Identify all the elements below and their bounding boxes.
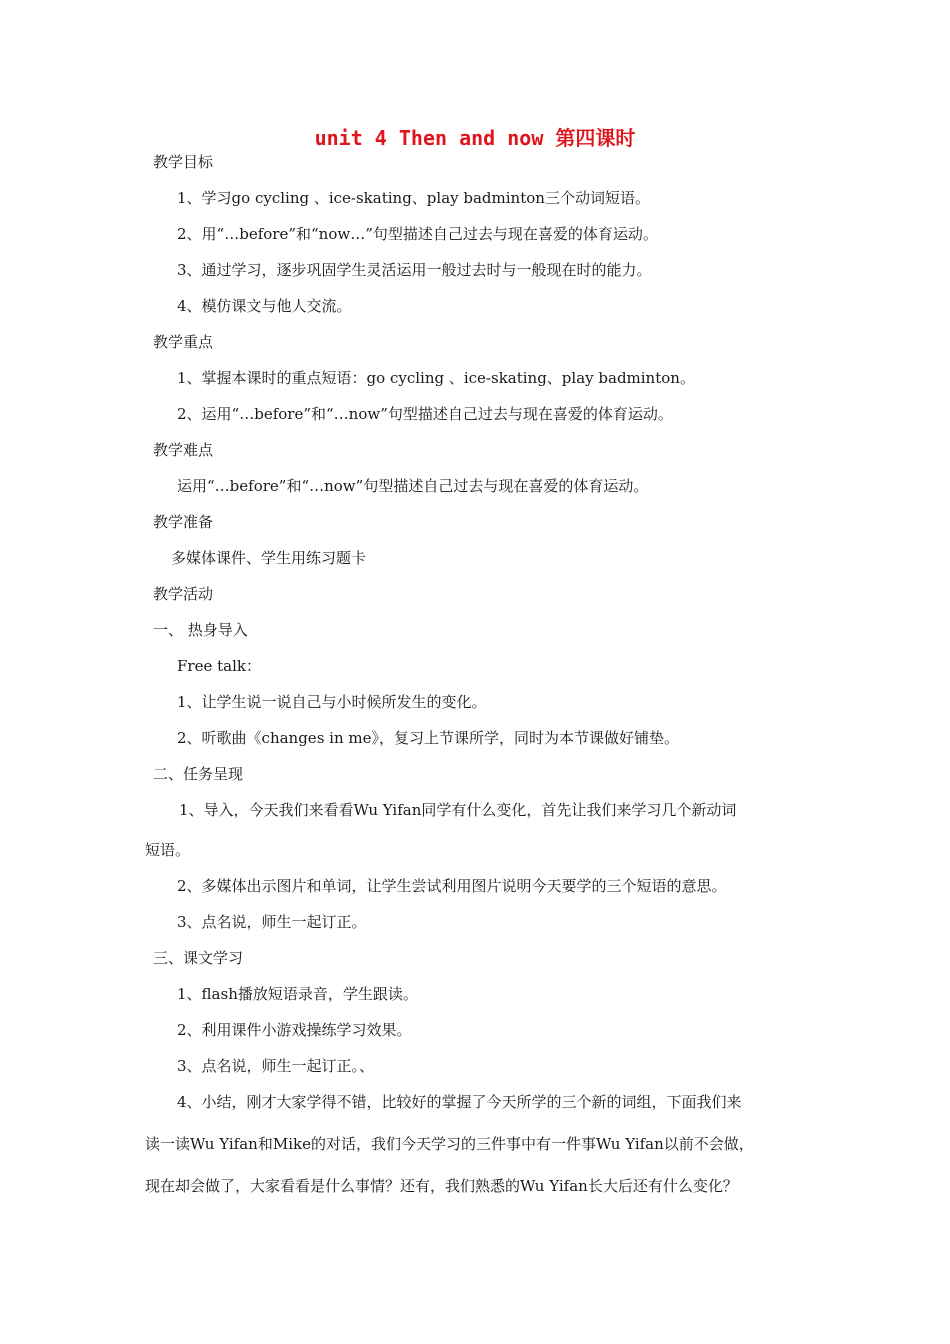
activity-item: 1、让学生说一说自己与小时候所发生的变化。 xyxy=(177,693,487,711)
section-heading-key-points: 教学重点 xyxy=(153,333,214,351)
subsection-heading-task: 二、任务呈现 xyxy=(153,765,244,783)
activity-item: 4、小结，刚才大家学得不错，比较好的掌握了今天所学的三个新的词组，下面我们来 xyxy=(177,1093,742,1111)
subsection-heading-text-study: 三、课文学习 xyxy=(153,949,244,967)
section-heading-preparation: 教学准备 xyxy=(153,513,214,531)
section-heading-activities: 教学活动 xyxy=(153,585,214,603)
section-heading-difficulties: 教学难点 xyxy=(153,441,214,459)
activity-item: 3、点名说，师生一起订正。、 xyxy=(177,1057,375,1075)
key-point-item: 1、掌握本课时的重点短语：go cycling 、ice-skating、play badminton。 xyxy=(177,369,695,387)
subsection-heading-warmup: 一、 热身导入 xyxy=(153,621,248,639)
activity-item: 3、点名说，师生一起订正。 xyxy=(177,913,367,931)
objective-item: 1、学习go cycling 、ice-skating、play badminton三个动词短语。 xyxy=(177,189,650,207)
objective-item: 2、用“…before”和“now…”句型描述自己过去与现在喜爱的体育运动。 xyxy=(177,225,658,243)
activity-item-continuation: 现在却会做了，大家看看是什么事情？还有，我们熟悉的Wu Yifan长大后还有什么变化？ xyxy=(145,1177,738,1195)
activity-item: 2、利用课件小游戏操练学习效果。 xyxy=(177,1021,412,1039)
section-heading-objectives: 教学目标 xyxy=(153,153,214,171)
activity-item-continuation: 短语。 xyxy=(145,841,191,859)
activity-item: 1、导入，今天我们来看看Wu Yifan同学有什么变化，首先让我们来学习几个新动词 xyxy=(179,801,737,819)
objective-item: 3、通过学习，逐步巩固学生灵活运用一般过去时与一般现在时的能力。 xyxy=(177,261,652,279)
activity-item: 1、flash播放短语录音，学生跟读。 xyxy=(177,985,418,1003)
key-point-item: 2、运用“…before”和“…now”句型描述自己过去与现在喜爱的体育运动。 xyxy=(177,405,673,423)
document-title: unit 4 Then and now 第四课时 xyxy=(314,126,636,150)
preparation-item: 多媒体课件、学生用练习题卡 xyxy=(171,549,367,567)
activity-item: Free talk： xyxy=(177,657,261,675)
activity-item: 2、听歌曲《changes in me》，复习上节课所学，同时为本节课做好铺垫。 xyxy=(177,729,679,747)
activity-item: 2、多媒体出示图片和单词，让学生尝试利用图片说明今天要学的三个短语的意思。 xyxy=(177,877,727,895)
objective-item: 4、模仿课文与他人交流。 xyxy=(177,297,352,315)
difficulty-item: 运用“…before”和“…now”句型描述自己过去与现在喜爱的体育运动。 xyxy=(177,477,649,495)
activity-item-continuation: 读一读Wu Yifan和Mike的对话，我们今天学习的三件事中有一件事Wu Yifan以前不会做， xyxy=(145,1135,754,1153)
